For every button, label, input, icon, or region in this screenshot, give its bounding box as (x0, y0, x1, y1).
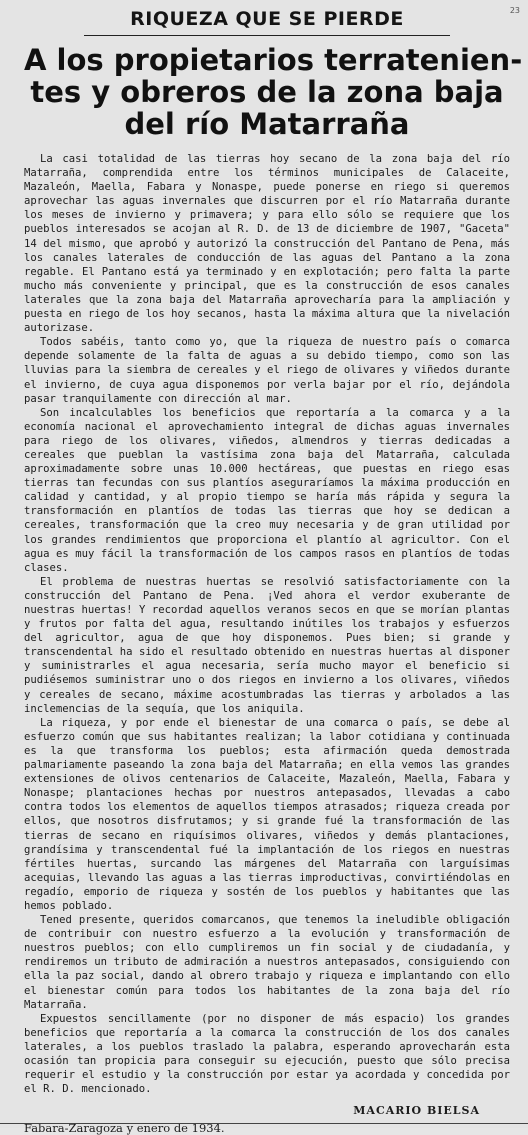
author-signature: MACARIO BIELSA (353, 1104, 480, 1118)
paragraph: Tened presente, queridos comarcanos, que tenemos la ineludible obligación de contribuir con nuestro esfuerzo a la evolución y transformación de nuestros pueblos; con ello cumpliremos un fin social y de ciudadanía, y rendiremos un tributo de admiración a nuestros antepasados, consiguiendo con ella la paz social, dando al obrero trabajo y riqueza e implantando con ello el bienestar común para todos los habitantes de la zona baja del río Matarraña. (24, 914, 510, 1011)
paragraph: Expuestos sencillamente (por no disponer de más espacio) los grandes beneficios que reportaría a la comarca la construcción de los dos canales laterales, a los pueblos traslado la palabra, esperando aprovecharán esta ocasión tan propicia para conseguir su ejecución, puesto que sólo precisa requerir el estudio y la construcción por estar ya acordada y concedida por el R. D. mencionado. (24, 1012, 510, 1096)
paragraph: La riqueza, y por ende el bienestar de una comarca o país, se debe al esfuerzo común que sus habitantes realizan; la labor cotidiana y continuada es la que transforma los pueblos; esta afirmación queda demostrada palmariamente paseando la zona baja del Matarraña; en ella vemos las grandes extensiones de olivos centenarios de Calaceite, Mazaleón, Maella, Fabara y Nonaspe; plantaciones hechas por nuestros antepasados, llevadas a cabo contra todos los elementos de aquellos tiempos atrasados; riqueza creada por ellos, que nosotros disfrutamos; y si grande fué la transformación de las tierras de secano en riquísimos olivares, viñedos y demás plantaciones, grandísima y transcendental fué la implantación de los riegos en nuestras fértiles huertas, surcando las márgenes del Matarraña con larguísimas acequias, llevando las aguas a las tierras improductivas, convirtiéndolas en regadío, emporio de riqueza y sostén de los pueblos y habitantes que las hemos poblado. (24, 716, 510, 912)
page-corner-mark: 23 (509, 6, 520, 15)
headline-line-3: del río Matarraña (124, 107, 410, 141)
paragraph: La casi totalidad de las tierras hoy secano de la zona baja del río Matarraña, comprendida entre los términos municipales de Calaceite, Mazaleón, Maella, Fabara y Nonaspe, puede ponerse en riego si queremos aprovechar las aguas invernales que discurren por el río Matarraña durante los meses de invierno y primavera; y para ello sólo se requiere que los pueblos interesados se acojan al R. D. de 13 de diciembre de 1907, "Gaceta" 14 del mismo, que aprobó y autorizó la construcción del Pantano de Pena, más los canales laterales de conducción de las aguas del Pantano a la zona regable. El Pantano está ya terminado y en explotación; pero falta la parte mucho más conveniente y principal, que es la construcción de esos canales laterales que la zona baja del Matarraña aprovecharía para la ampliación y puesta en riego de los hoy secanos, hasta la máxima altura que la nivelación autorizase. (24, 153, 510, 335)
bottom-divider (0, 1123, 528, 1124)
paragraph: Son incalculables los beneficios que reportaría a la comarca y a la economía nacional el aprovechamiento integral de dichas aguas invernales para riego de los olivares, viñedos, almendros y tierras dedicadas a cereales que pueblan la vastísima zona baja del Matarraña, calculada aproximadamente sobre unas 10.000 hectáreas, que puestas en riego esas tierras tan fecundas con sus plantíos aseguraríamos la máxima producción en calidad y cantidad, y al propio tiempo se haría más rápida y segura la transformación en plantíos de todas las tierras que hoy se dedican a cereales, transformación que la creo muy necesaria y de gran utilidad por los grandes rendimientos que proporciona el plantío al agricultor. Con el agua es muy fácil la transformación de los campos rasos en plantíos de todas clases. (24, 406, 510, 574)
dateline: Fabara-Zaragoza y enero de 1934. (24, 1121, 225, 1135)
headline-line-2: tes y obreros de la zona baja (30, 75, 504, 109)
section-kicker: RIQUEZA QUE SE PIERDE (130, 8, 404, 30)
paragraph: Todos sabéis, tanto como yo, que la riqueza de nuestro país o comarca depende solamente de la falta de aguas a su debido tiempo, como son las lluvias para la siembra de cereales y el riego de olivares y viñedos durante el invierno, de cuya agua disponemos por verla bajar por el río, dejándola pasar tranquilamente con dirección al mar. (24, 336, 510, 405)
headline-line-1: A los propietarios terratenien- (24, 43, 523, 77)
kicker-underline (84, 35, 450, 36)
article-body (24, 152, 510, 1096)
article-headline (24, 43, 523, 141)
paragraph: El problema de nuestras huertas se resolvió satisfactoriamente con la construcción del Pantano de Pena. ¡Ved ahora el verdor exuberante de nuestras huertas! Y recordad aquellos veranos secos en que se morían plantas y frutos por falta del agua, resultando inútiles los trabajos y esfuerzos del agricultor, agua de que hoy disponemos. Pues bien; si grande y transcendental ha sido el resultado obtenido en nuestras huertas al disponer y suministrarles el agua necesaria, sería mucho mayor el beneficio si pudiésemos suministrar uno o dos riegos en invierno a los olivares, viñedos y cereales de secano, máxime acostumbradas las tierras y arbolados a las inclemencias de la sequía, que los aniquila. (24, 575, 510, 715)
